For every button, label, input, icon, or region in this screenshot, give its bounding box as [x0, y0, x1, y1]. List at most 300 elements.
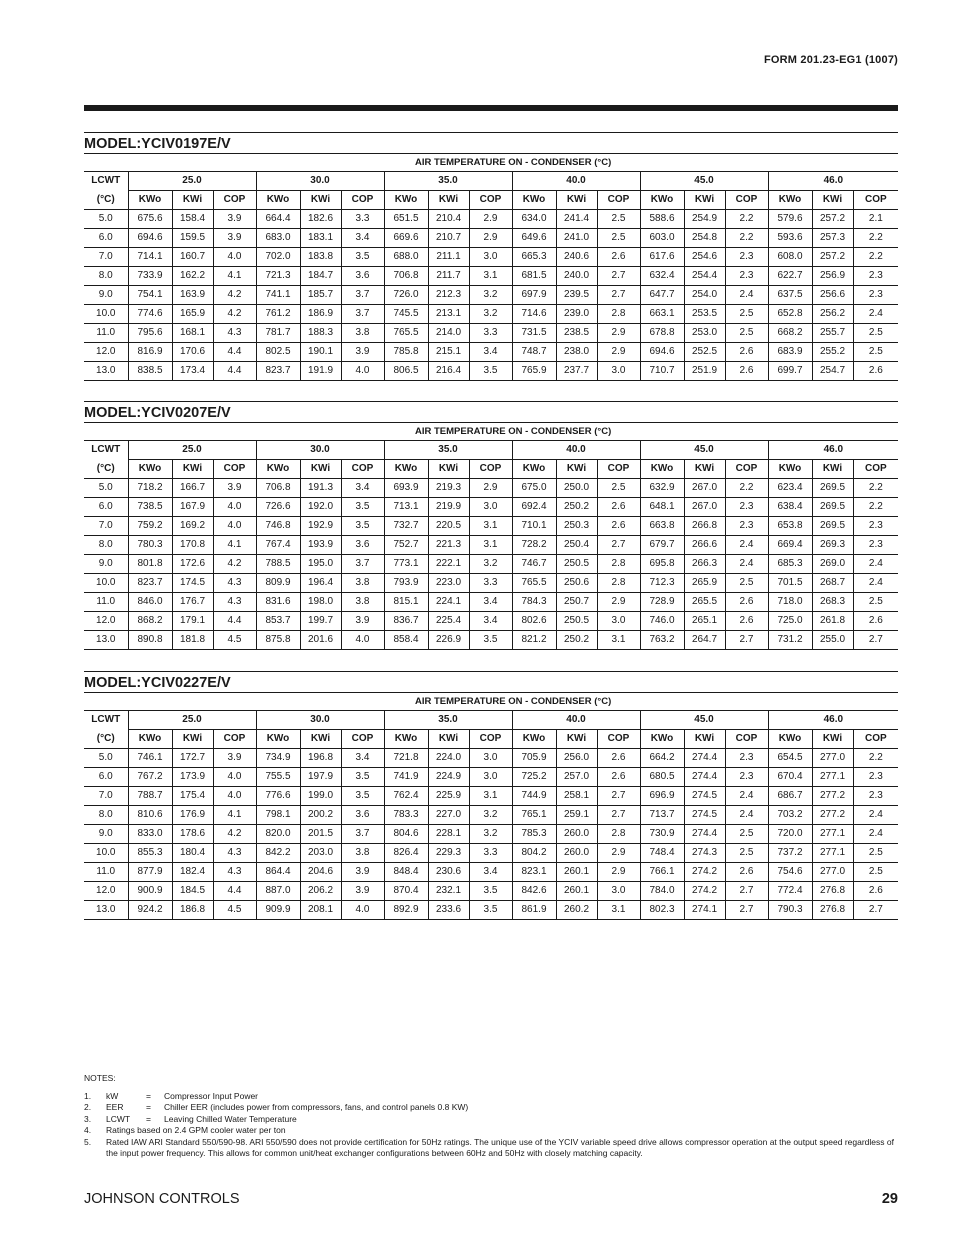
- table-cell: 3.1: [469, 267, 512, 286]
- table-cell: 268.7: [812, 574, 853, 593]
- table-cell: 267.0: [684, 479, 725, 498]
- table-cell: 763.2: [640, 631, 684, 650]
- table-cell: 4.4: [213, 362, 256, 381]
- table-cell: 253.0: [684, 324, 725, 343]
- column-header: KWo: [128, 730, 172, 749]
- table-cell: 2.8: [597, 555, 640, 574]
- table-cell: 274.4: [684, 768, 725, 787]
- table-cell: 2.6: [725, 863, 768, 882]
- table-cell: 3.7: [341, 305, 384, 324]
- table-cell: 277.0: [812, 863, 853, 882]
- table-cell: 2.3: [725, 248, 768, 267]
- table-cell: 4.0: [341, 362, 384, 381]
- table-cell: 710.7: [640, 362, 684, 381]
- table-cell: 748.7: [512, 343, 556, 362]
- table-cell: 203.0: [300, 844, 341, 863]
- lcwt-cell: 12.0: [84, 612, 128, 631]
- table-cell: 213.1: [428, 305, 469, 324]
- table-cell: 2.2: [853, 479, 898, 498]
- column-header: KWo: [640, 191, 684, 210]
- table-cell: 785.3: [512, 825, 556, 844]
- table-cell: 2.9: [469, 479, 512, 498]
- column-header: KWo: [384, 460, 428, 479]
- table-cell: 2.7: [725, 882, 768, 901]
- table-cell: 773.1: [384, 555, 428, 574]
- table-cell: 2.3: [853, 267, 898, 286]
- column-header: COP: [213, 730, 256, 749]
- table-cell: 256.6: [812, 286, 853, 305]
- table-cell: 2.8: [597, 305, 640, 324]
- table-cell: 3.4: [341, 479, 384, 498]
- note-text: Compressor Input Power: [164, 1090, 259, 1101]
- column-header: KWi: [556, 460, 597, 479]
- table-row: [84, 749, 898, 768]
- column-header: KWo: [512, 191, 556, 210]
- table-cell: 647.7: [640, 286, 684, 305]
- column-header: COP: [853, 191, 898, 210]
- model-section-yciv0207: [84, 401, 898, 650]
- table-cell: 3.5: [469, 362, 512, 381]
- table-cell: 848.4: [384, 863, 428, 882]
- table-cell: 766.1: [640, 863, 684, 882]
- air-temp-header: AIR TEMPERATURE ON - CONDENSER (°C): [128, 423, 898, 441]
- table-cell: 254.8: [684, 229, 725, 248]
- column-header: KWi: [812, 460, 853, 479]
- table-cell: 745.5: [384, 305, 428, 324]
- lcwt-cell: 7.0: [84, 787, 128, 806]
- table-cell: 3.9: [341, 612, 384, 631]
- table-cell: 260.1: [556, 863, 597, 882]
- table-cell: 759.2: [128, 517, 172, 536]
- table-cell: 266.8: [684, 517, 725, 536]
- table-cell: 220.5: [428, 517, 469, 536]
- lcwt-cell: 6.0: [84, 768, 128, 787]
- table-cell: 651.5: [384, 210, 428, 229]
- table-cell: 593.6: [768, 229, 812, 248]
- table-cell: 726.0: [384, 286, 428, 305]
- table-cell: 3.5: [469, 631, 512, 650]
- table-cell: 887.0: [256, 882, 300, 901]
- air-temp-value: 45.0: [640, 711, 768, 730]
- table-cell: 158.4: [172, 210, 213, 229]
- table-cell: 668.2: [768, 324, 812, 343]
- table-cell: 725.0: [768, 612, 812, 631]
- table-cell: 741.1: [256, 286, 300, 305]
- table-cell: 784.0: [640, 882, 684, 901]
- table-cell: 3.4: [469, 343, 512, 362]
- table-cell: 823.1: [512, 863, 556, 882]
- lcwt-cell: 5.0: [84, 210, 128, 229]
- table-cell: 250.6: [556, 574, 597, 593]
- column-header: KWo: [384, 191, 428, 210]
- column-header: KWo: [768, 191, 812, 210]
- lcwt-cell: 9.0: [84, 825, 128, 844]
- table-cell: 853.7: [256, 612, 300, 631]
- table-cell: 3.9: [213, 229, 256, 248]
- column-header: KWo: [384, 730, 428, 749]
- table-cell: 201.5: [300, 825, 341, 844]
- table-cell: 2.1: [853, 210, 898, 229]
- temperature-row: [84, 172, 898, 191]
- table-cell: 257.0: [556, 768, 597, 787]
- table-cell: 706.8: [384, 267, 428, 286]
- table-cell: 780.3: [128, 536, 172, 555]
- table-cell: 663.1: [640, 305, 684, 324]
- column-header: KWi: [556, 730, 597, 749]
- table-cell: 2.6: [725, 593, 768, 612]
- notes-heading: NOTES:: [84, 1073, 116, 1083]
- table-cell: 3.2: [469, 305, 512, 324]
- table-cell: 4.3: [213, 593, 256, 612]
- table-cell: 277.2: [812, 787, 853, 806]
- table-cell: 256.2: [812, 305, 853, 324]
- column-header: KWo: [256, 191, 300, 210]
- table-cell: 175.4: [172, 787, 213, 806]
- blank-cell: [84, 693, 128, 711]
- table-cell: 3.5: [341, 517, 384, 536]
- column-header: KWi: [684, 191, 725, 210]
- table-cell: 250.2: [556, 498, 597, 517]
- air-temp-value: 25.0: [128, 441, 256, 460]
- table-cell: 255.0: [812, 631, 853, 650]
- temperature-row: [84, 441, 898, 460]
- table-cell: 804.2: [512, 844, 556, 863]
- table-cell: 230.6: [428, 863, 469, 882]
- column-header: KWi: [300, 730, 341, 749]
- note-equals: =: [146, 1090, 151, 1101]
- lcwt-cell: 7.0: [84, 517, 128, 536]
- table-cell: 185.7: [300, 286, 341, 305]
- table-cell: 251.9: [684, 362, 725, 381]
- table-cell: 3.3: [469, 574, 512, 593]
- table-cell: 174.5: [172, 574, 213, 593]
- lcwt-cell: 11.0: [84, 863, 128, 882]
- table-cell: 2.2: [725, 479, 768, 498]
- lcwt-cell: 9.0: [84, 286, 128, 305]
- lcwt-unit: (°C): [84, 730, 128, 749]
- table-cell: 257.2: [812, 210, 853, 229]
- table-cell: 890.8: [128, 631, 172, 650]
- table-cell: 2.5: [597, 479, 640, 498]
- table-cell: 197.9: [300, 768, 341, 787]
- table-cell: 638.4: [768, 498, 812, 517]
- table-cell: 3.1: [469, 536, 512, 555]
- table-cell: 752.7: [384, 536, 428, 555]
- column-header: KWo: [640, 460, 684, 479]
- column-header: KWo: [768, 460, 812, 479]
- table-cell: 172.6: [172, 555, 213, 574]
- table-cell: 254.7: [812, 362, 853, 381]
- table-cell: 198.0: [300, 593, 341, 612]
- table-cell: 685.3: [768, 555, 812, 574]
- table-cell: 765.1: [512, 806, 556, 825]
- table-cell: 683.9: [768, 343, 812, 362]
- table-cell: 2.7: [597, 536, 640, 555]
- table-cell: 762.4: [384, 787, 428, 806]
- table-cell: 4.0: [341, 901, 384, 920]
- table-cell: 173.9: [172, 768, 213, 787]
- table-cell: 260.0: [556, 844, 597, 863]
- table-cell: 632.9: [640, 479, 684, 498]
- air-temp-value: 25.0: [128, 711, 256, 730]
- table-cell: 4.1: [213, 806, 256, 825]
- note-equals: =: [146, 1113, 151, 1124]
- table-cell: 250.0: [556, 479, 597, 498]
- table-cell: 2.8: [597, 574, 640, 593]
- table-cell: 836.7: [384, 612, 428, 631]
- table-cell: 2.7: [725, 631, 768, 650]
- table-cell: 4.1: [213, 267, 256, 286]
- table-cell: 4.2: [213, 825, 256, 844]
- table-cell: 224.1: [428, 593, 469, 612]
- table-cell: 712.3: [640, 574, 684, 593]
- table-cell: 675.6: [128, 210, 172, 229]
- table-cell: 2.9: [597, 324, 640, 343]
- table-cell: 801.8: [128, 555, 172, 574]
- column-header: COP: [725, 191, 768, 210]
- table-cell: 699.7: [768, 362, 812, 381]
- table-cell: 738.5: [128, 498, 172, 517]
- table-cell: 210.7: [428, 229, 469, 248]
- column-header: KWo: [256, 730, 300, 749]
- column-header: COP: [213, 191, 256, 210]
- table-cell: 3.0: [469, 248, 512, 267]
- column-header: KWo: [512, 730, 556, 749]
- table-cell: 3.4: [469, 593, 512, 612]
- table-cell: 2.5: [725, 844, 768, 863]
- table-cell: 3.5: [341, 787, 384, 806]
- table-cell: 746.0: [640, 612, 684, 631]
- table-cell: 219.9: [428, 498, 469, 517]
- table-cell: 190.1: [300, 343, 341, 362]
- air-temp-value: 35.0: [384, 441, 512, 460]
- table-cell: 204.6: [300, 863, 341, 882]
- table-cell: 746.8: [256, 517, 300, 536]
- column-header: COP: [469, 460, 512, 479]
- table-cell: 276.8: [812, 901, 853, 920]
- table-cell: 810.6: [128, 806, 172, 825]
- table-cell: 728.2: [512, 536, 556, 555]
- table-cell: 214.0: [428, 324, 469, 343]
- table-cell: 3.0: [469, 498, 512, 517]
- form-number: FORM 201.23-EG1 (1007): [763, 54, 898, 66]
- table-cell: 223.0: [428, 574, 469, 593]
- table-cell: 224.0: [428, 749, 469, 768]
- table-row: [84, 631, 898, 650]
- table-cell: 2.9: [597, 844, 640, 863]
- table-cell: 754.6: [768, 863, 812, 882]
- table-cell: 804.6: [384, 825, 428, 844]
- table-row: [84, 248, 898, 267]
- table-cell: 228.1: [428, 825, 469, 844]
- column-header: COP: [725, 730, 768, 749]
- column-header: COP: [341, 460, 384, 479]
- table-cell: 670.4: [768, 768, 812, 787]
- table-cell: 721.3: [256, 267, 300, 286]
- table-cell: 2.6: [853, 882, 898, 901]
- table-cell: 186.9: [300, 305, 341, 324]
- air-temp-value: 45.0: [640, 172, 768, 191]
- table-cell: 229.3: [428, 844, 469, 863]
- table-cell: 2.5: [725, 324, 768, 343]
- table-cell: 274.3: [684, 844, 725, 863]
- table-cell: 2.4: [725, 555, 768, 574]
- table-cell: 838.5: [128, 362, 172, 381]
- column-header: COP: [469, 191, 512, 210]
- table-cell: 215.1: [428, 343, 469, 362]
- table-cell: 224.9: [428, 768, 469, 787]
- table-cell: 858.4: [384, 631, 428, 650]
- table-cell: 654.5: [768, 749, 812, 768]
- table-cell: 2.3: [853, 787, 898, 806]
- table-cell: 4.4: [213, 343, 256, 362]
- table-cell: 3.5: [341, 498, 384, 517]
- table-cell: 701.5: [768, 574, 812, 593]
- table-cell: 2.2: [725, 229, 768, 248]
- table-cell: 254.4: [684, 267, 725, 286]
- lcwt-cell: 13.0: [84, 362, 128, 381]
- table-cell: 870.4: [384, 882, 428, 901]
- table-row: [84, 612, 898, 631]
- air-temp-value: 46.0: [768, 711, 898, 730]
- table-cell: 833.0: [128, 825, 172, 844]
- table-cell: 788.5: [256, 555, 300, 574]
- table-cell: 3.6: [341, 806, 384, 825]
- table-row: [84, 305, 898, 324]
- air-temp-value: 45.0: [640, 441, 768, 460]
- table-cell: 259.1: [556, 806, 597, 825]
- table-cell: 241.4: [556, 210, 597, 229]
- table-cell: 2.4: [725, 787, 768, 806]
- table-cell: 686.7: [768, 787, 812, 806]
- table-cell: 2.3: [725, 749, 768, 768]
- air-temp-value: 40.0: [512, 711, 640, 730]
- table-cell: 2.4: [725, 806, 768, 825]
- table-cell: 269.5: [812, 498, 853, 517]
- table-cell: 4.5: [213, 631, 256, 650]
- table-cell: 765.5: [512, 574, 556, 593]
- table-cell: 274.1: [684, 901, 725, 920]
- table-cell: 3.2: [469, 806, 512, 825]
- model-section-yciv0227: [84, 671, 898, 920]
- table-cell: 2.3: [725, 517, 768, 536]
- blank-cell: [84, 154, 128, 172]
- table-cell: 710.1: [512, 517, 556, 536]
- column-header: KWi: [684, 460, 725, 479]
- table-cell: 795.6: [128, 324, 172, 343]
- table-cell: 694.6: [640, 343, 684, 362]
- table-row: [84, 286, 898, 305]
- note-number: 1.: [84, 1090, 92, 1101]
- table-cell: 276.8: [812, 882, 853, 901]
- table-row: [84, 844, 898, 863]
- table-cell: 193.9: [300, 536, 341, 555]
- table-cell: 2.7: [853, 901, 898, 920]
- table-cell: 168.1: [172, 324, 213, 343]
- table-cell: 179.1: [172, 612, 213, 631]
- table-cell: 216.4: [428, 362, 469, 381]
- table-cell: 754.1: [128, 286, 172, 305]
- table-cell: 2.7: [597, 267, 640, 286]
- note-item: [84, 1091, 904, 1103]
- air-temp-header-row: [84, 693, 898, 711]
- table-cell: 632.4: [640, 267, 684, 286]
- table-cell: 4.3: [213, 863, 256, 882]
- table-cell: 210.4: [428, 210, 469, 229]
- table-cell: 772.4: [768, 882, 812, 901]
- table-row: [84, 210, 898, 229]
- performance-table: [84, 422, 898, 650]
- table-cell: 802.5: [256, 343, 300, 362]
- note-key: kW: [106, 1090, 119, 1101]
- notes-section: [84, 1073, 904, 1160]
- table-cell: 240.6: [556, 248, 597, 267]
- table-cell: 846.0: [128, 593, 172, 612]
- table-cell: 755.5: [256, 768, 300, 787]
- column-header: KWi: [428, 191, 469, 210]
- table-cell: 688.0: [384, 248, 428, 267]
- table-cell: 178.6: [172, 825, 213, 844]
- table-cell: 2.7: [597, 787, 640, 806]
- note-item: [84, 1137, 904, 1160]
- table-cell: 855.3: [128, 844, 172, 863]
- table-cell: 802.6: [512, 612, 556, 631]
- table-cell: 274.4: [684, 825, 725, 844]
- table-cell: 199.0: [300, 787, 341, 806]
- table-row: [84, 362, 898, 381]
- table-cell: 4.5: [213, 901, 256, 920]
- table-cell: 2.6: [597, 517, 640, 536]
- table-cell: 3.7: [341, 555, 384, 574]
- table-cell: 842.2: [256, 844, 300, 863]
- table-cell: 2.2: [853, 248, 898, 267]
- table-cell: 831.6: [256, 593, 300, 612]
- table-cell: 260.0: [556, 825, 597, 844]
- table-cell: 2.7: [725, 901, 768, 920]
- table-cell: 181.8: [172, 631, 213, 650]
- table-cell: 226.9: [428, 631, 469, 650]
- lcwt-cell: 10.0: [84, 305, 128, 324]
- blank-cell: [84, 423, 128, 441]
- table-cell: 3.8: [341, 324, 384, 343]
- table-cell: 2.9: [469, 210, 512, 229]
- table-cell: 720.0: [768, 825, 812, 844]
- table-cell: 206.2: [300, 882, 341, 901]
- table-cell: 3.9: [213, 479, 256, 498]
- column-header: KWi: [684, 730, 725, 749]
- air-temp-value: 46.0: [768, 172, 898, 191]
- table-cell: 733.9: [128, 267, 172, 286]
- lcwt-label: LCWT: [84, 711, 128, 730]
- table-row: [84, 806, 898, 825]
- model-title: MODEL:YCIV0197E/V: [84, 132, 898, 153]
- table-cell: 184.7: [300, 267, 341, 286]
- table-cell: 675.0: [512, 479, 556, 498]
- table-cell: 669.4: [768, 536, 812, 555]
- table-cell: 2.5: [725, 825, 768, 844]
- table-cell: 683.0: [256, 229, 300, 248]
- table-cell: 172.7: [172, 749, 213, 768]
- table-cell: 186.8: [172, 901, 213, 920]
- column-header: KWi: [812, 191, 853, 210]
- table-cell: 653.8: [768, 517, 812, 536]
- table-cell: 721.8: [384, 749, 428, 768]
- table-cell: 649.6: [512, 229, 556, 248]
- table-cell: 3.1: [469, 517, 512, 536]
- table-cell: 265.5: [684, 593, 725, 612]
- table-cell: 176.9: [172, 806, 213, 825]
- table-cell: 254.9: [684, 210, 725, 229]
